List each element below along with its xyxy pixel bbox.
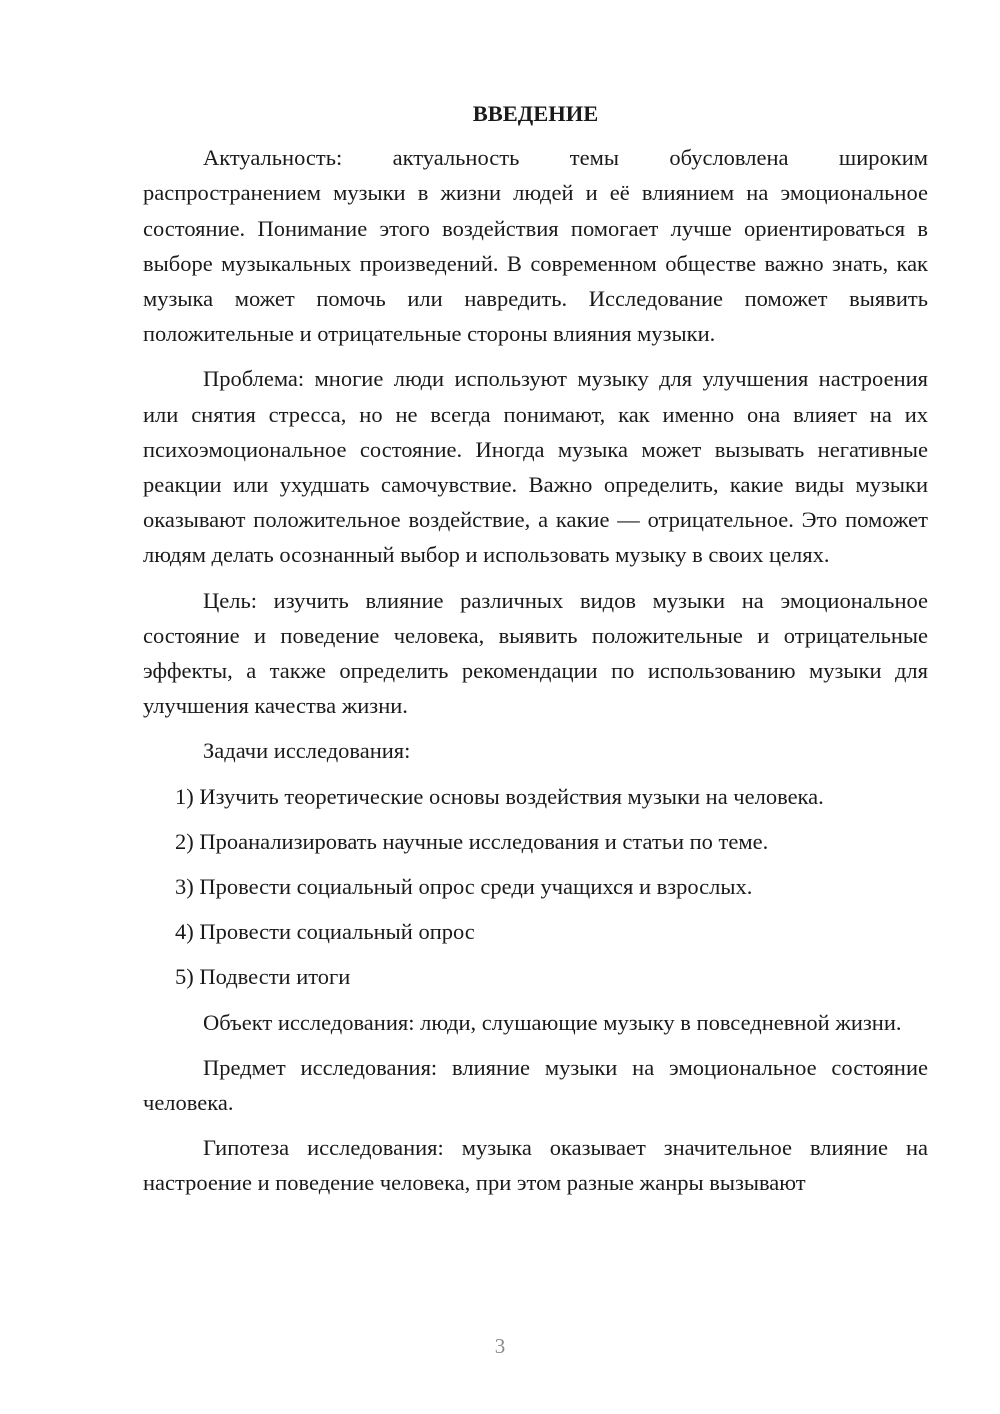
list-item: 2) Проанализировать научные исследования и статьи по теме.	[175, 828, 769, 854]
page-number: 3	[494, 1334, 506, 1358]
paragraph-object: Объект исследования: люди, слушающие музыку в повседневной жизни.	[203, 1009, 902, 1035]
list-item: 5) Подвести итоги	[175, 964, 351, 990]
paragraph-goal: Цель: изучить влияние различных видов музыки на эмоциональное состояние и поведение человека, выявить положительные и отрицательные эффекты, а также определить рекомендации по использованию музыки для улучшения качества жизни.	[143, 587, 928, 719]
page-title: ВВЕДЕНИЕ	[472, 101, 599, 126]
paragraph-relevance: Актуальность: актуальность темы обусловлена широким распространением музыки в жизни людей и её влиянием на эмоциональное состояние. Понимание этого воздействия помогает лучше ориентироваться в выборе музыкальных произведений. В современном обществе важно знать, как музыка может помочь или навредить. Исследование поможет выявить положительные и отрицательные стороны влияния музыки.	[143, 145, 928, 347]
paragraph-hypothesis: Гипотеза исследования: музыка оказывает значительное влияние на настроение и поведение человека, при этом разные жанры вызывают	[143, 1135, 928, 1196]
list-item: 4) Провести социальный опрос	[175, 919, 475, 945]
paragraph-subject: Предмет исследования: влияние музыки на эмоциональное состояние человека.	[143, 1054, 928, 1116]
tasks-list	[143, 779, 928, 995]
document-page	[143, 96, 928, 1211]
list-item: 3) Провести социальный опрос среди учащихся и взрослых.	[175, 874, 753, 900]
paragraph-problem: Проблема: многие люди используют музыку для улучшения настроения или снятия стресса, но не всегда понимают, как именно она влияет на их психоэмоциональное состояние. Иногда музыка может вызывать негативные реакции или ухудшать самочувствие. Важно определить, какие виды музыки оказывают положительное воздействие, а какие — отрицательное. Это поможет людям делать осознанный выбор и использовать музыку в своих целях.	[143, 366, 928, 568]
list-item: 1) Изучить теоретические основы воздействия музыки на человека.	[175, 783, 824, 809]
tasks-title: Задачи исследования:	[203, 738, 411, 764]
